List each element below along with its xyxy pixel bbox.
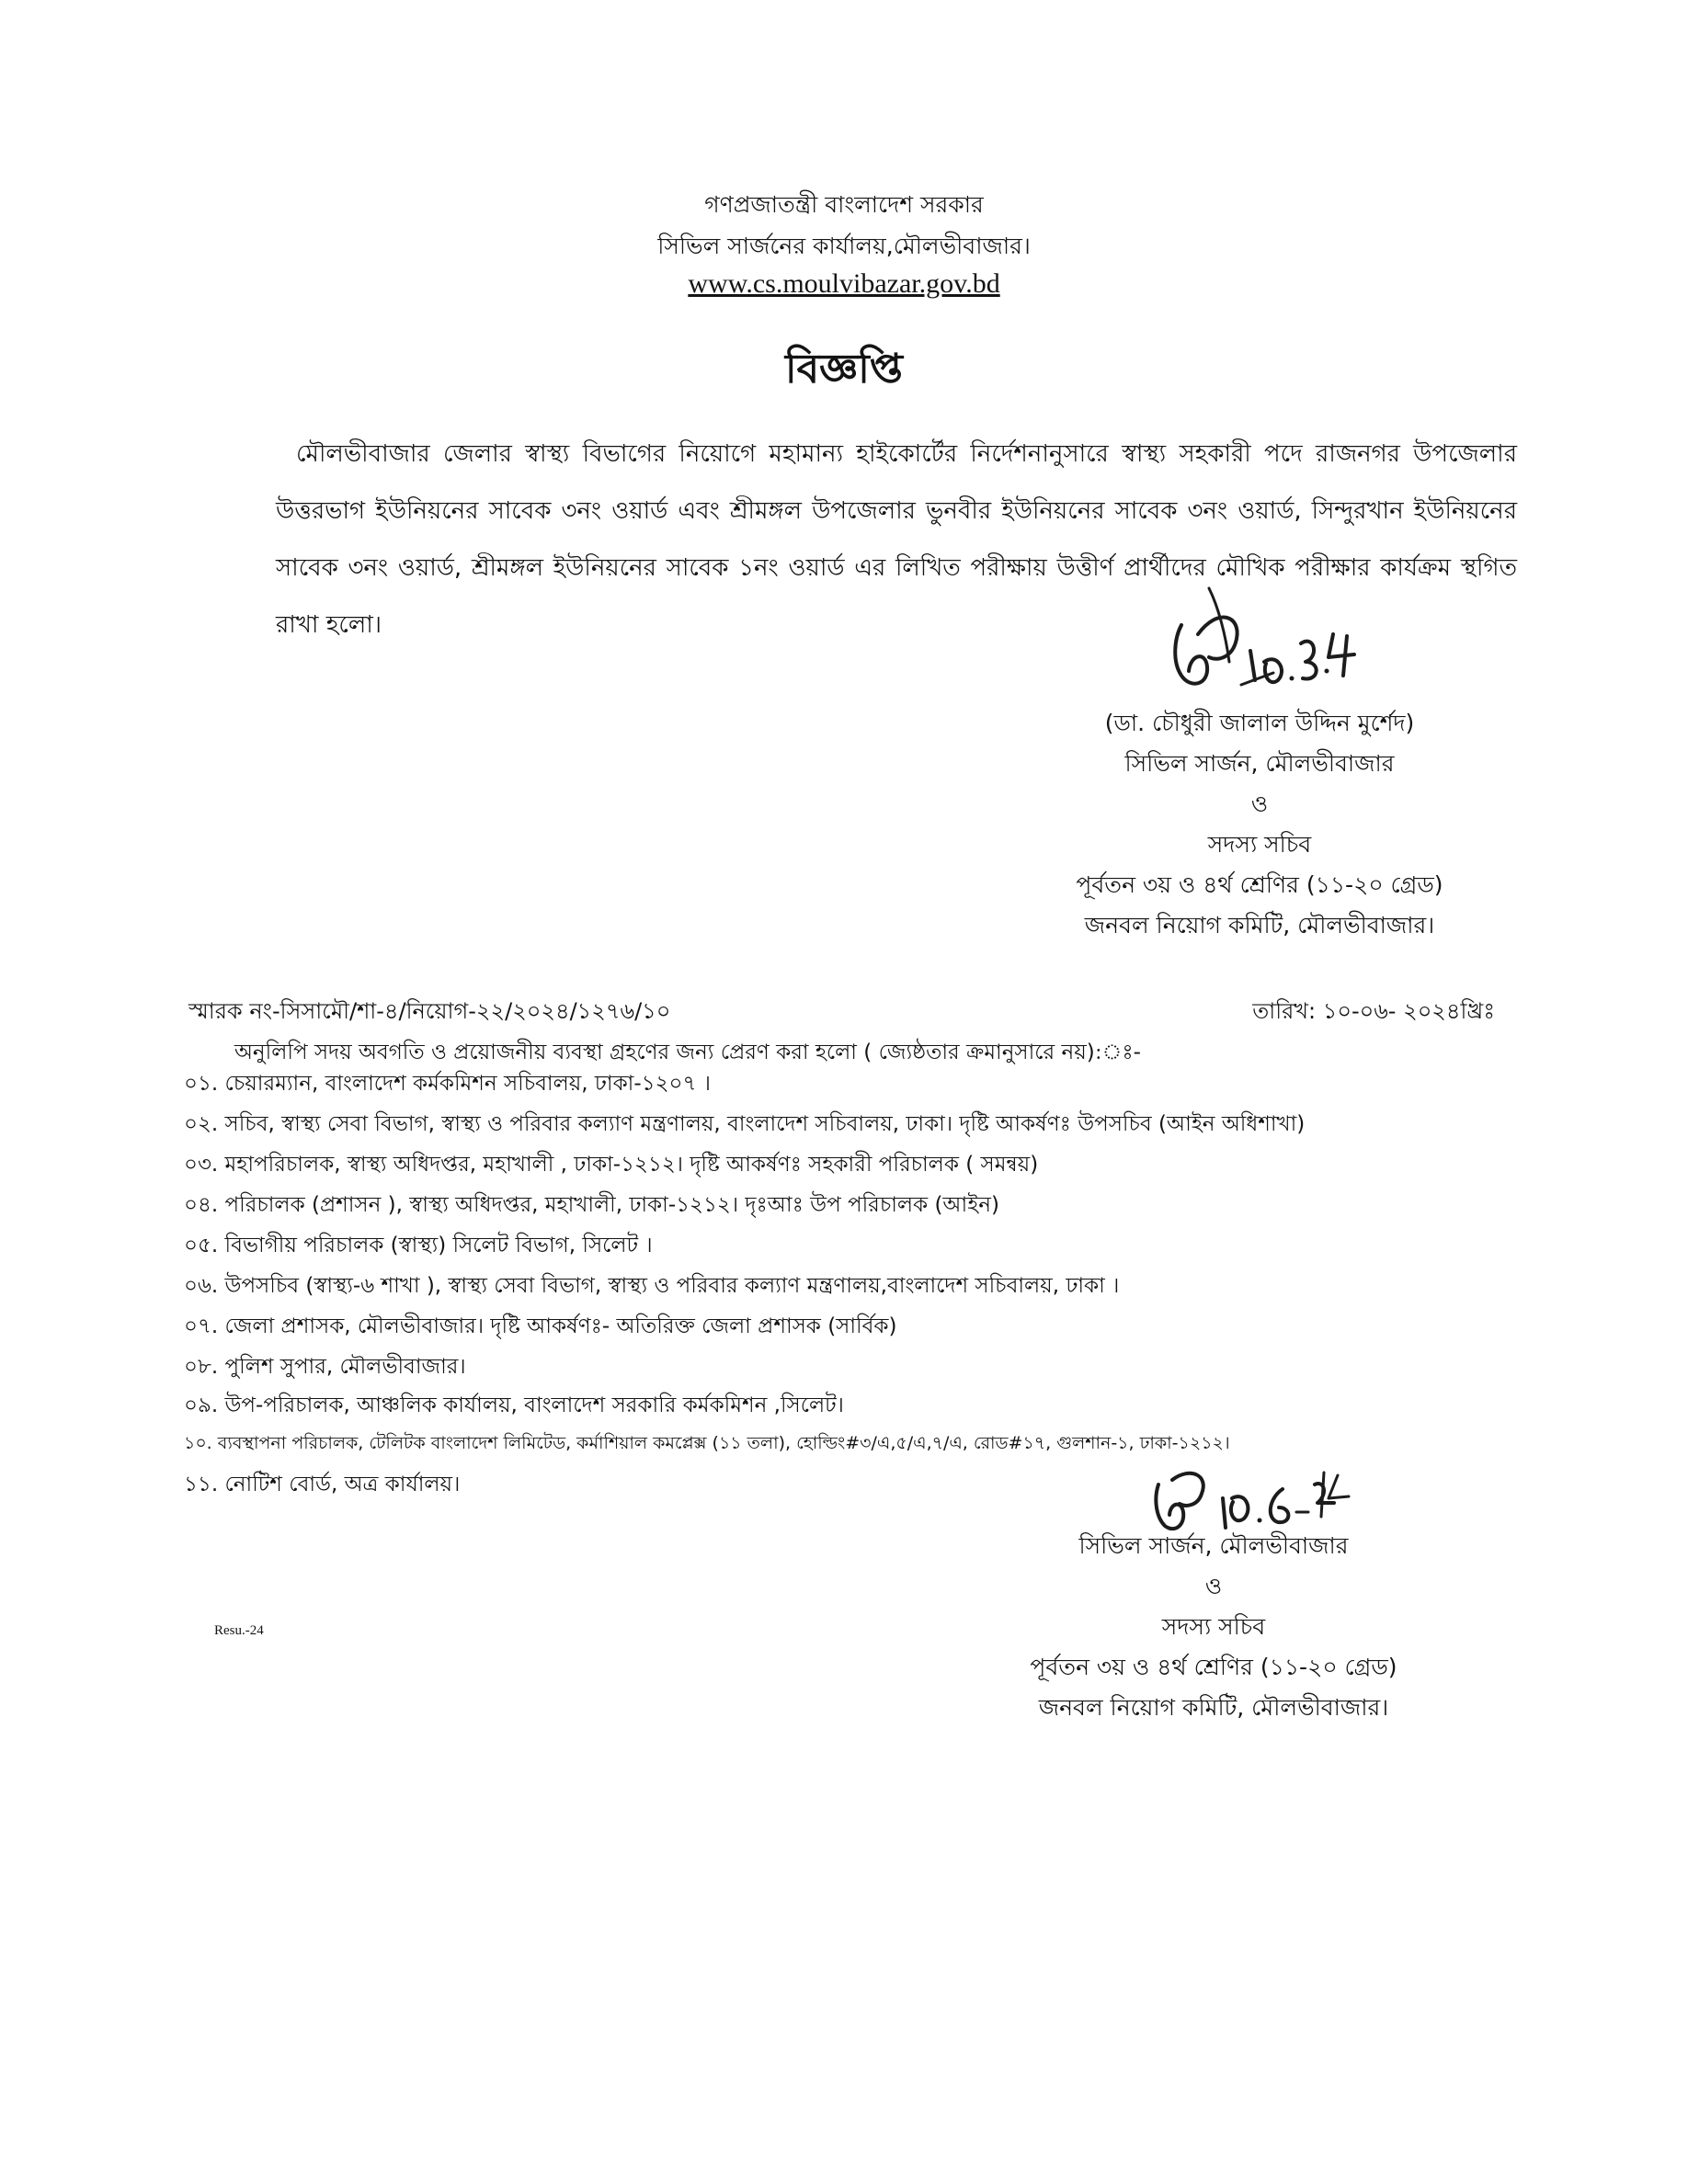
list-item: ০৩. মহাপরিচালক, স্বাস্থ্য অধিদপ্তর, মহাখালী , ঢাকা-১২১২। দৃষ্টি আকর্ষণঃ সহকারী পরিচালক ( সমন্বয়) xyxy=(184,1153,1039,1177)
signatory-and: ও xyxy=(1250,791,1269,817)
signatory-committee-line-2: জনবল নিয়োগ কমিটি, মৌলভীবাজার। xyxy=(1084,912,1435,938)
office-name: সিভিল সার্জনের কার্যালয়,মৌলভীবাজার। xyxy=(657,233,1031,259)
signature-block-1 xyxy=(975,703,1545,946)
signatory-role: সদস্য সচিব xyxy=(1161,1613,1266,1640)
signature-block-2 xyxy=(975,1526,1453,1728)
memo-reference: স্মারক নং-সিসামৌ/শা-৪/নিয়োগ-২২/২০২৪/১২৭৬/১০ xyxy=(188,998,671,1024)
list-item: ০৯. উপ-পরিচালক, আঞ্চলিক কার্যালয়, বাংলাদেশ সরকারি কর্মকমিশন ,সিলেট। xyxy=(184,1393,844,1417)
website-link[interactable]: www.cs.moulvibazar.gov.bd xyxy=(688,268,1000,299)
signatory-name: (ডা. চৌধুরী জালাল উদ্দিন মুর্শেদ) xyxy=(1104,710,1415,736)
notice-title: বিজ্ঞপ্তি xyxy=(785,346,903,392)
list-item: ০১. চেয়ারম্যান, বাংলাদেশ কর্মকমিশন সচিবালয়, ঢাকা-১২০৭ । xyxy=(184,1072,711,1096)
signatory-role: সদস্য সচিব xyxy=(1207,831,1312,858)
document-code: Resu.-24 xyxy=(214,1623,264,1638)
list-item: ১০. ব্যবস্থাপনা পরিচালক, টেলিটক বাংলাদেশ লিমিটেড, কর্মাশিয়াল কমপ্লেক্স (১১ তলা), হোল্ডিং#৩/এ,৫/এ,৭/এ, রোড#১৭, গুলশান-১, ঢাকা-১২১২। xyxy=(184,1433,1230,1453)
notice-body-text: মৌলভীবাজার জেলার স্বাস্থ্য বিভাগের নিয়োগে মহামান্য হাইকোর্টের নির্দেশনানুসারে স্বাস্থ্য সহকারী পদে রাজনগর উপজেলার উত্তরভাগ ইউনিয়নের সাবেক ৩নং ওয়ার্ড এবং শ্রীমঙ্গল উপজেলার ভুনবীর ইউনিয়নের সাবেক ৩নং ওয়ার্ড, সিন্দুরখান ইউনিয়নের সাবেক ৩নং ওয়ার্ড, শ্রীমঙ্গল ইউনিয়নের সাবেক ১নং ওয়ার্ড এর লিখিত পরীক্ষায় উত্তীর্ণ প্রার্থীদের মৌখিক পরীক্ষার কার্যক্রম স্থগিত রাখা হলো। xyxy=(276,440,1517,639)
list-item: ০৭. জেলা প্রশাসক, মৌলভীবাজার। দৃষ্টি আকর্ষণঃ- অতিরিক্ত জেলা প্রশাসক (সার্বিক) xyxy=(184,1314,897,1338)
list-item: ০২. সচিব, স্বাস্থ্য সেবা বিভাগ, স্বাস্থ্য ও পরিবার কল্যাণ মন্ত্রণালয়, বাংলাদেশ সচিবালয়, ঢাকা। দৃষ্টি আকর্ষণঃ উপসচিব (আইন অধিশাখা) xyxy=(184,1112,1306,1136)
signatory-designation: সিভিল সার্জন, মৌলভীবাজার xyxy=(1124,750,1395,777)
signatory-designation: সিভিল সার্জন, মৌলভীবাজার xyxy=(1078,1532,1349,1559)
website-wrapper xyxy=(0,268,1688,300)
list-item: ০৪. পরিচালক (প্রশাসন ), স্বাস্থ্য অধিদপ্তর, মহাখালী, ঢাকা-১২১২। দৃঃআঃ উপ পরিচালক (আইন) xyxy=(184,1193,999,1217)
list-item: ০৮. পুলিশ সুপার, মৌলভীবাজার। xyxy=(184,1355,466,1379)
signatory-and: ও xyxy=(1204,1573,1223,1599)
government-name: গণপ্রজাতন্ত্রী বাংলাদেশ সরকার xyxy=(704,191,984,218)
copy-intro: অনুলিপি সদয় অবগতি ও প্রয়োজনীয় ব্যবস্থা গ্রহণের জন্য প্রেরণ করা হলো ( জ্যেষ্ঠতার ক্রমানুসারে নয়):ঃ- xyxy=(234,1041,1141,1064)
signatory-committee-line-1: পূর্বতন ৩য় ও ৪র্থ শ্রেণির (১১-২০ গ্রেড) xyxy=(1030,1654,1397,1680)
memo-date: তারিখ: ১০-০৬- ২০২৪খ্রিঃ xyxy=(1252,998,1495,1024)
handwritten-signature-1 xyxy=(1154,570,1365,708)
list-item: ০৬. উপসচিব (স্বাস্থ্য-৬ শাখা ), স্বাস্থ্য সেবা বিভাগ, স্বাস্থ্য ও পরিবার কল্যাণ মন্ত্রণালয়,বাংলাদেশ সচিবালয়, ঢাকা । xyxy=(184,1274,1120,1298)
signatory-committee-line-2: জনবল নিয়োগ কমিটি, মৌলভীবাজার। xyxy=(1038,1694,1389,1721)
list-item: ০৫. বিভাগীয় পরিচালক (স্বাস্থ্য) সিলেট বিভাগ, সিলেট । xyxy=(184,1234,653,1257)
list-item: ১১. নোটিশ বোর্ড, অত্র কার্যালয়। xyxy=(184,1473,461,1496)
signatory-committee-line-1: পূর্বতন ৩য় ও ৪র্থ শ্রেণির (১১-২০ গ্রেড) xyxy=(1076,871,1443,898)
